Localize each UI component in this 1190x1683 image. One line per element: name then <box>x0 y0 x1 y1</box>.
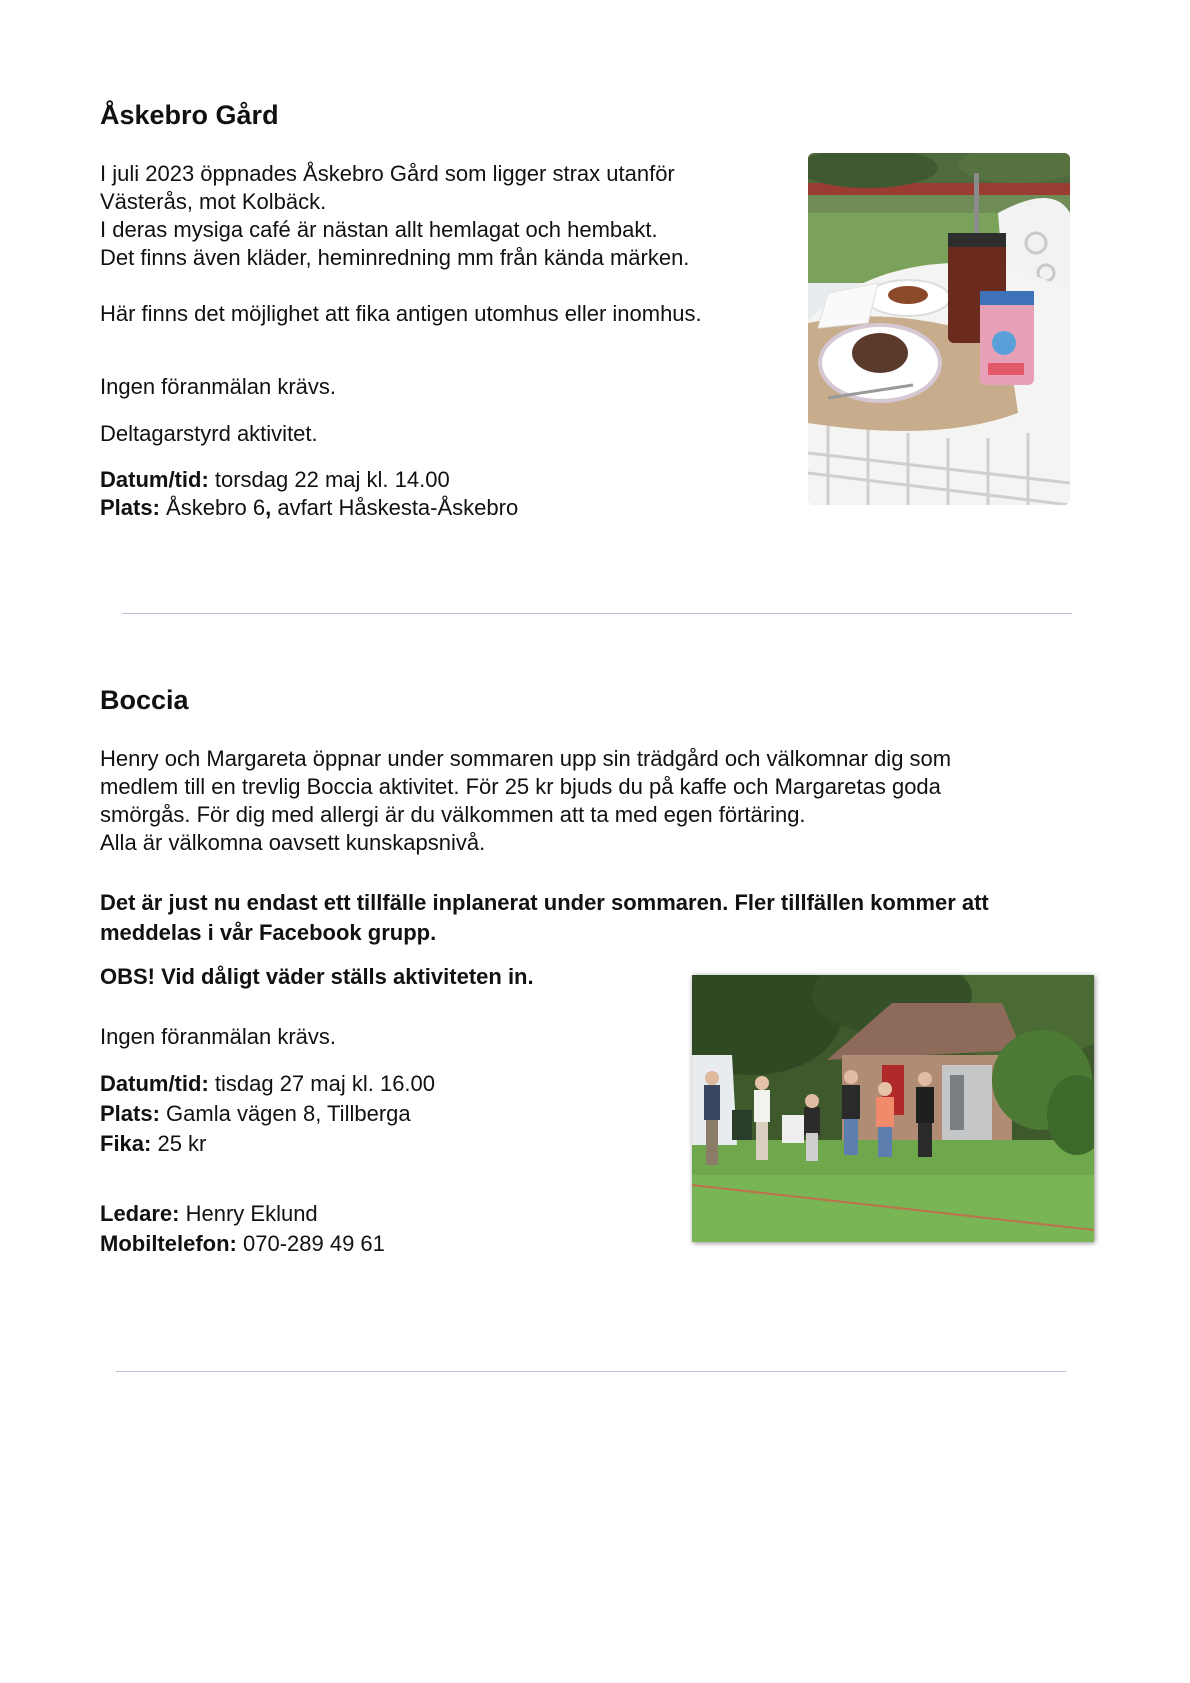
askebro-datetime <box>100 466 450 494</box>
fika-label: Fika: <box>100 1131 152 1156</box>
boccia-place <box>100 1100 411 1128</box>
askebro-intro <box>100 160 780 272</box>
boccia-garden-photo <box>692 975 1094 1242</box>
leader-value: Henry Eklund <box>179 1201 318 1226</box>
askebro-intro-line: Det finns även kläder, heminredning mm från kända märken. <box>100 245 690 270</box>
place-value: Gamla vägen 8, Tillberga <box>159 1101 411 1126</box>
askebro-intro-line: I juli 2023 öppnades Åskebro Gård som ligger strax utanför <box>100 161 675 186</box>
boccia-schedule-line: meddelas i vår Facebook grupp. <box>100 920 437 945</box>
boccia-schedule-note <box>100 888 1110 948</box>
place-value: avfart Håskesta-Åskebro <box>271 495 519 520</box>
place-value: Åskebro 6 <box>159 495 266 520</box>
section-divider <box>122 613 1072 614</box>
askebro-activity-type: Deltagarstyrd aktivitet. <box>100 421 318 446</box>
askebro-intro-line: Västerås, mot Kolbäck. <box>100 189 327 214</box>
boccia-fika <box>100 1130 206 1158</box>
askebro-registration: Ingen föranmälan krävs. <box>100 374 337 399</box>
section-title-askebro: Åskebro Gård <box>100 100 279 130</box>
section-title-boccia: Boccia <box>100 685 189 715</box>
boccia-registration: Ingen föranmälan krävs. <box>100 1024 337 1049</box>
boccia-phone <box>100 1230 385 1258</box>
boccia-intro-line: Henry och Margareta öppnar under sommaren upp sin trädgård och välkomnar dig som <box>100 746 952 771</box>
boccia-weather-note: OBS! Vid dåligt väder ställs aktiviteten in. <box>100 964 534 989</box>
place-comma: , <box>265 495 272 520</box>
cafe-table-photo <box>808 153 1070 505</box>
section-divider <box>116 1371 1066 1372</box>
phone-label: Mobiltelefon: <box>100 1231 237 1256</box>
boccia-intro-line: medlem till en trevlig Boccia aktivitet. För 25 kr bjuds du på kaffe och Margaretas goda <box>100 774 941 799</box>
datetime-value: torsdag 22 maj kl. 14.00 <box>208 467 450 492</box>
fika-value: 25 kr <box>151 1131 207 1156</box>
datetime-value: tisdag 27 maj kl. 16.00 <box>208 1071 436 1096</box>
datetime-label: Datum/tid: <box>100 467 209 492</box>
boccia-intro <box>100 745 1100 857</box>
place-label: Plats: <box>100 495 160 520</box>
askebro-fika-options: Här finns det möjlighet att fika antigen utomhus eller inomhus. <box>100 301 702 326</box>
boccia-datetime <box>100 1070 435 1098</box>
leader-label: Ledare: <box>100 1201 180 1226</box>
phone-value: 070-289 49 61 <box>236 1231 385 1256</box>
askebro-intro-line: I deras mysiga café är nästan allt hemlagat och hembakt. <box>100 217 658 242</box>
place-label: Plats: <box>100 1101 160 1126</box>
askebro-place <box>100 494 518 522</box>
boccia-intro-line: smörgås. För dig med allergi är du välkommen att ta med egen förtäring. <box>100 802 806 827</box>
boccia-leader <box>100 1200 318 1228</box>
datetime-label: Datum/tid: <box>100 1071 209 1096</box>
boccia-schedule-line: Det är just nu endast ett tillfälle inplanerat under sommaren. Fler tillfällen kommer att <box>100 890 989 915</box>
boccia-intro-line: Alla är välkomna oavsett kunskapsnivå. <box>100 830 486 855</box>
